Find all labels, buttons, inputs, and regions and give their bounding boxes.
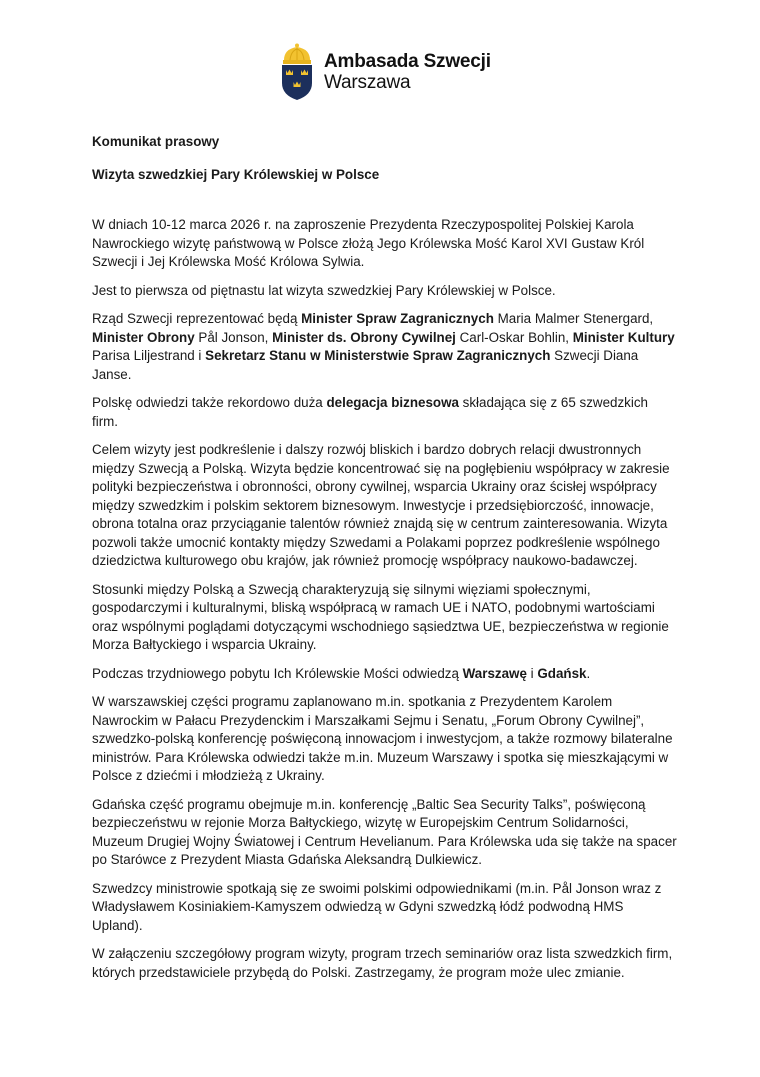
text: Pål Jonson,: [194, 329, 273, 345]
text: .: [586, 665, 591, 681]
paragraph-warsaw-program: W warszawskiej części programu zaplanowano m.in. spotkania z Prezydentem Karolem Nawrockim w Pałacu Prezydenckim i Marszałkami Sejmu i Senatu, „Forum Obrony Cywilnej”, szwedzko-polską konferencję poświęconą innowacjom i inwestycjom, a także rozmowy bilateralne ministrów. Para Królewska odwiedzi także m.in. Muzeum Warszawy i spotka się mieszkającymi w Polsce z dziećmi i młodzieżą z Ukrainy.: [92, 694, 673, 783]
bold-city: Gdańsk: [537, 665, 587, 681]
paragraph-ministers-meetings: Szwedzcy ministrowie spotkają się ze swoimi polskimi odpowiednikami (m.in. Pål Jonson wraz z Władysławem Kosiniakiem-Kamyszem odwiedzą w Gdyni szwedzką łódź podwodną HMS Upland).: [92, 880, 662, 933]
bold-role: Sekretarz Stanu w Ministerstwie Spraw Zagranicznych: [205, 348, 551, 363]
paragraph-delegation: [92, 394, 677, 431]
text: składająca się z 65 szwedzkich firm.: [92, 395, 648, 429]
paragraph-attachment: W załączeniu szczegółowy program wizyty, program trzech seminariów oraz lista szwedzkich firm, których przedstawiciele przybędą do Polski. Zastrzegamy, że program może ulec zmianie.: [92, 946, 673, 980]
paragraph-gdansk-program: Gdańska część programu obejmuje m.in. konferencję „Baltic Sea Security Talks”, poświęconą bezpieczeństwu w rejonie Morza Bałtyckiego, wizytę w Europejskim Centrum Solidarności, Muzeum Drugiej Wojny Światowej i Centrum Hevelianum. Para Królewska uda się także na spacer po Starówce z Prezydent Miasta Gdańska Aleksandrą Dulkiewicz.: [92, 796, 677, 867]
embassy-logo: [280, 42, 491, 102]
bold-role: Minister Spraw Zagranicznych: [301, 311, 494, 326]
bold-role: Minister ds. Obrony Cywilnej: [272, 329, 456, 345]
paragraph-ministers: [92, 310, 677, 384]
text: Polskę odwiedzi także rekordowo duża: [92, 395, 327, 410]
text: Szwecji Diana Janse.: [92, 348, 639, 382]
paragraph-relations: Stosunki między Polską a Szwecją charakteryzują się silnymi więziami społecznymi, gospodarczymi i kulturalnymi, bliską współpracą w ramach UE i NATO, podobnymi wartościami oraz wspólnymi poglądami dotyczącymi wschodniego sąsiedztwa UE, bezpieczeństwa w regionie Morza Bałtyckiego i wsparcia Ukrainy.: [92, 581, 669, 652]
swedish-coat-of-arms-icon: [280, 43, 314, 101]
paragraph-first-visit: Jest to pierwsza od piętnastu lat wizyta szwedzkiej Pary Królewskiej w Polsce.: [92, 282, 556, 298]
press-release-body: [92, 133, 677, 992]
document-label: Komunikat prasowy: [92, 134, 220, 149]
bold-term: delegacja biznesowa: [326, 395, 459, 410]
logo-title: Ambasada Szwecji: [324, 51, 491, 72]
text: Maria Malmer Stenergard,: [493, 311, 654, 326]
text: Parisa Liljestrand i: [92, 348, 206, 363]
paragraph-goals: Celem wizyty jest podkreślenie i dalszy rozwój bliskich i bardzo dobrych relacji dwustronnych między Szwecją a Polską. Wizyta będzie koncentrować się na pogłębieniu współpracy w zakresie polityki bezpieczeństwa i obronności, obrony cywilnej, wsparcia Ukrainy oraz ścisłej współpracy między szwedzkim i polskim sektorem biznesowym. Inwestycje i przedsiębiorczość, innowacje, obrona totalna oraz przyciąganie talentów również znajdą się w centrum zainteresowania. Wizyta pozwoli także umocnić kontakty między Szwedami a Polakami poprzez podkreślenie wspólnego dziedzictwa kulturowego obu krajów, jak również promocję współpracy naukowo-badawczej.: [92, 442, 670, 568]
paragraph-intro: W dniach 10-12 marca 2026 r. na zaproszenie Prezydenta Rzeczypospolitej Polskiej Karola Nawrockiego wizytę państwową w Polsce złożą Jego Królewska Mość Karol XVI Gustaw Król Szwecji i Jej Królewska Mość Królowa Sylwia.: [92, 217, 645, 269]
bold-role: Minister Obrony: [92, 329, 195, 345]
text: Rząd Szwecji reprezentować będą: [92, 311, 302, 326]
text: Carl-Oskar Bohlin,: [455, 329, 573, 345]
document-title: Wizyta szwedzkiej Pary Królewskiej w Polsce: [92, 166, 380, 182]
paragraph-cities: [92, 665, 677, 684]
bold-role: Minister Kultury: [572, 329, 675, 345]
bold-city: Warszawę: [462, 665, 527, 681]
text: Podczas trzydniowego pobytu Ich Królewskie Mości odwiedzą: [92, 665, 463, 681]
logo-subtitle: Warszawa: [324, 72, 411, 93]
text: i: [526, 665, 538, 681]
